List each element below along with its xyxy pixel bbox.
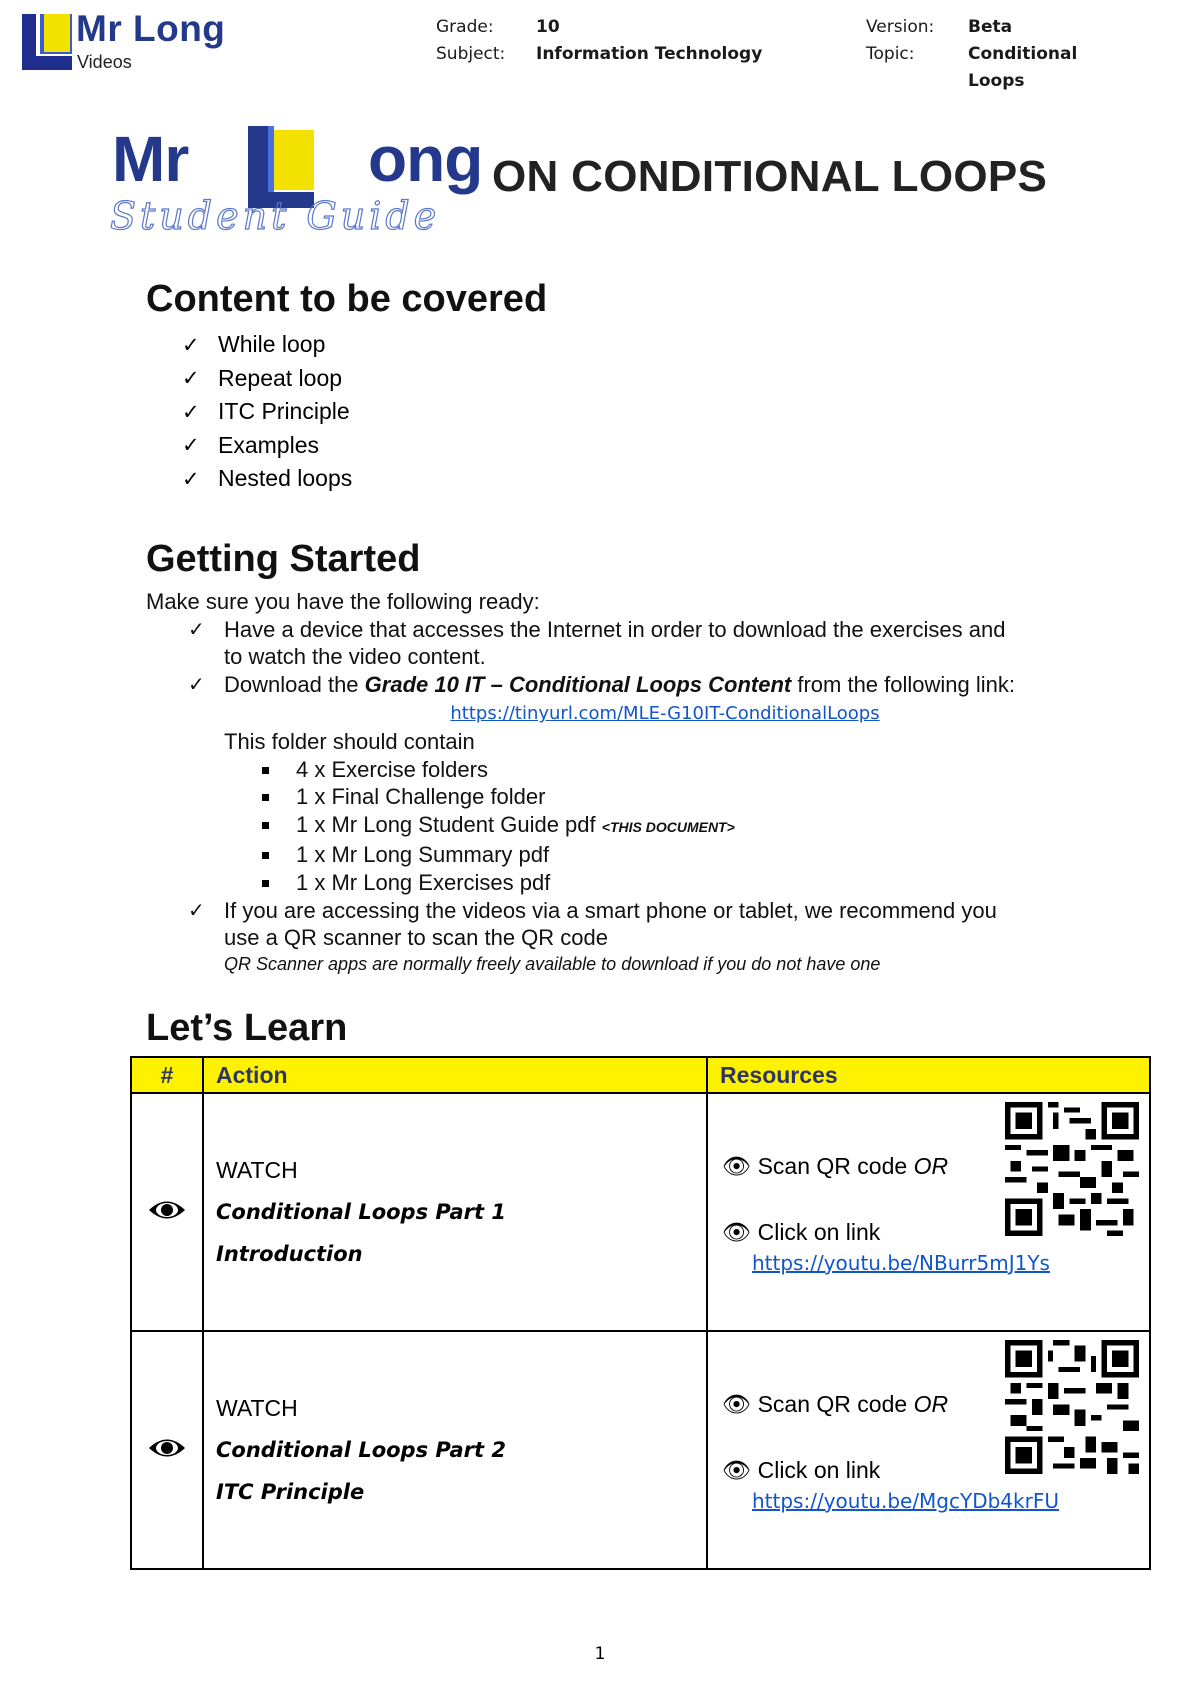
video-title: Conditional Loops Part 2	[216, 1438, 506, 1462]
item1-line2: to watch the video content.	[224, 644, 486, 670]
watch-label: WATCH	[216, 1157, 298, 1183]
list-item: ✓ Repeat loop	[182, 364, 343, 391]
item3-note: QR Scanner apps are normally freely available to download if you do not have one	[224, 953, 881, 974]
eye-cell	[131, 1331, 203, 1569]
topic-value-line2: Loops	[968, 71, 1025, 91]
header-logo-mark	[22, 14, 72, 70]
video-link[interactable]: https://youtu.be/NBurr5mJ1Ys	[752, 1250, 1050, 1275]
eye-small-icon: 👁	[722, 1152, 752, 1179]
getting-started-intro: Make sure you have the following ready:	[146, 589, 540, 614]
eye-small-icon: 👁	[722, 1218, 752, 1245]
logo-text-ong: ong	[368, 123, 483, 195]
eye-icon	[147, 1435, 187, 1461]
version-value: Beta	[968, 17, 1013, 37]
item3-line1: If you are accessing the videos via a smart phone or tablet, we recommend you	[224, 897, 997, 923]
subject-value: Information Technology	[536, 44, 763, 64]
resources-cell: 👁 Scan QR code OR 👁 Click on link https://youtu.be/MgcYDb4krFU	[707, 1331, 1150, 1569]
version-label: Version:	[866, 17, 935, 37]
logo-text-mr: Mr	[112, 123, 189, 195]
action-cell	[203, 1331, 707, 1569]
page-number: 1	[594, 1644, 606, 1664]
eye-cell	[131, 1093, 203, 1331]
list-item: ✓ While loop	[182, 331, 326, 358]
this-document-tag: <THIS DOCUMENT>	[601, 818, 735, 835]
grade-value: 10	[536, 17, 560, 37]
content-list	[182, 328, 352, 496]
content-name: Grade 10 IT – Conditional Loops Content	[364, 671, 792, 697]
col-hash: #	[131, 1057, 203, 1093]
video-subtitle: Introduction	[216, 1242, 363, 1266]
learn-table	[130, 1056, 1151, 1570]
check-icon: ✓	[182, 366, 200, 391]
video-link[interactable]: https://youtu.be/MgcYDb4krFU	[752, 1488, 1059, 1513]
getting-started-body: Make sure you have the following ready: ✓ Have a device that accesses the Internet in order to download the exercises and to watch the video content. ✓ Download the Grade 10 IT – Conditional Loops Content from the following link: https://tinyurl.com/MLE-G10IT-ConditionalLoops This folder should contain 4 x Exercise folders 1 x Final Challenge folder 1 x Mr Long Student Guide pdf <THIS DOCUMENT> 1 x Mr Long Summary pdf 1 x Mr Long Exercises pdf ✓ If you are accessing the videos via a smart phone or tablet, we recommend you use a QR scanner to scan the QR code QR Scanner apps are normally freely available to download if you do not have one	[146, 588, 1106, 977]
header-brand-sub: Videos	[77, 52, 132, 72]
list-item: ✓ ITC Principle	[182, 398, 350, 425]
folder-intro: This folder should contain	[224, 728, 475, 754]
video-title: Conditional Loops Part 1	[216, 1200, 506, 1224]
topic-label: Topic:	[866, 44, 915, 64]
list-item: 1 x Final Challenge folder	[146, 783, 1106, 811]
grade-label: Grade:	[436, 17, 494, 37]
table-row	[131, 1093, 1150, 1331]
check-icon: ✓	[182, 332, 200, 357]
list-item: 4 x Exercise folders	[146, 756, 1106, 784]
qr-code-icon[interactable]	[1005, 1340, 1139, 1474]
watch-label: WATCH	[216, 1395, 298, 1421]
list-item: ✓ Examples	[182, 431, 319, 458]
header-brand: Mr Long	[76, 8, 226, 49]
list-item: ✓ Nested loops	[182, 465, 353, 492]
action-cell	[203, 1093, 707, 1331]
video-subtitle: ITC Principle	[216, 1480, 365, 1504]
download-link[interactable]: https://tinyurl.com/MLE-G10IT-ConditionalLoops	[450, 703, 880, 725]
check-icon: ✓	[188, 616, 205, 641]
content-heading: Content to be covered	[146, 278, 548, 320]
check-icon: ✓	[182, 466, 200, 491]
resources-cell: 👁 Scan QR code OR 👁 Click on link https://youtu.be/NBurr5mJ1Ys	[707, 1093, 1150, 1331]
table-row	[131, 1331, 1150, 1569]
list-item: 1 x Mr Long Student Guide pdf <THIS DOCUMENT>	[146, 811, 1106, 842]
student-guide-logo	[110, 122, 483, 238]
subject-label: Subject:	[436, 44, 506, 64]
eye-icon	[147, 1197, 187, 1223]
list-item: 1 x Mr Long Summary pdf	[146, 841, 1106, 869]
table-header-row	[131, 1057, 1150, 1093]
list-item: 1 x Mr Long Exercises pdf	[146, 869, 1106, 897]
lets-learn-heading: Let’s Learn	[146, 1007, 348, 1049]
item1-line1: Have a device that accesses the Internet in order to download the exercises and	[224, 616, 1006, 642]
topic-value-line1: Conditional	[968, 44, 1078, 64]
col-resources: Resources	[707, 1057, 1150, 1093]
eye-small-icon: 👁	[722, 1390, 752, 1417]
page-title: ON CONDITIONAL LOOPS	[492, 152, 1048, 201]
check-icon: ✓	[182, 399, 200, 424]
check-icon: ✓	[182, 433, 200, 458]
item3-line2: use a QR scanner to scan the QR code	[224, 925, 608, 951]
check-icon: ✓	[188, 671, 205, 696]
logo-sub: Student Guide	[110, 194, 441, 238]
check-icon: ✓	[188, 897, 205, 922]
qr-code-icon[interactable]	[1005, 1102, 1139, 1236]
col-action: Action	[203, 1057, 707, 1093]
eye-small-icon: 👁	[722, 1456, 752, 1483]
getting-started-heading: Getting Started	[146, 538, 421, 580]
